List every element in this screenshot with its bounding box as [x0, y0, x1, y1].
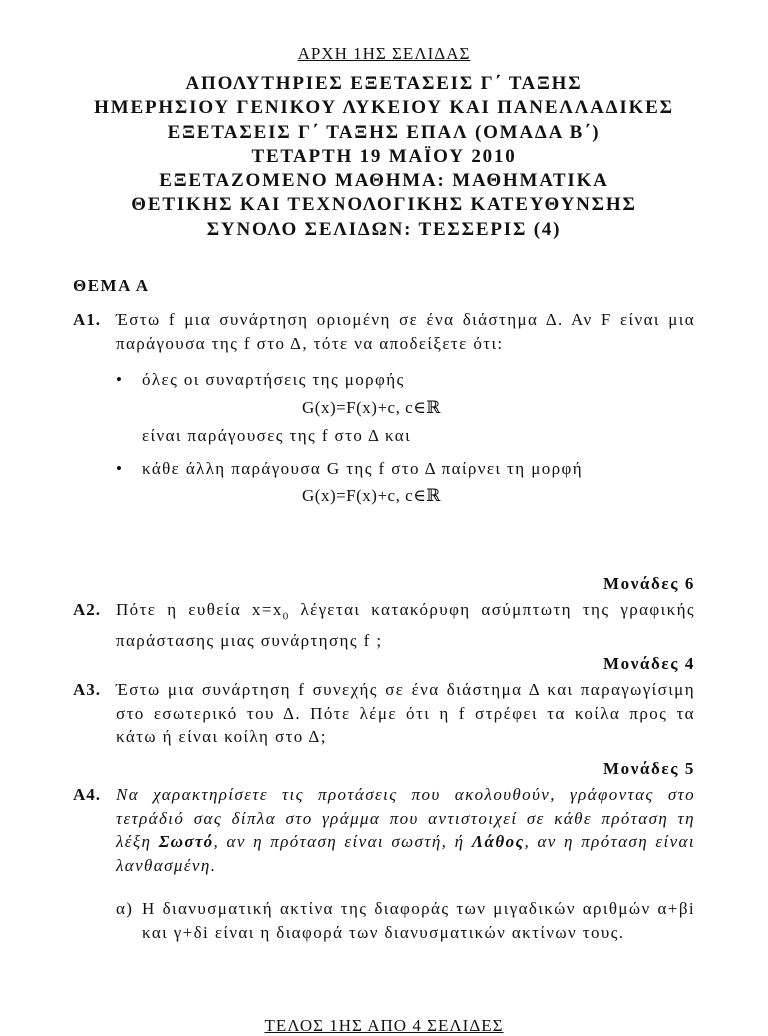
formula: G(x)=F(x)+c, c∈ℝ	[302, 486, 441, 505]
marks-label: Μονάδες 5	[602, 759, 695, 778]
question-number: Α1.	[73, 310, 102, 329]
question-text: Πότε η ευθεία x=x	[116, 600, 283, 619]
subscript: 0	[282, 610, 290, 623]
bullet-text: όλες οι συναρτήσεις της μορφής	[142, 370, 405, 389]
bullet-item	[116, 368, 695, 392]
item-label: α)	[116, 899, 134, 918]
title-line: ΤΕΤΑΡΤΗ 19 ΜΑΪΟΥ 2010	[251, 145, 517, 167]
bullet-text: κάθε άλλη παράγουσα G της f στο Δ παίρνει τη μορφή	[142, 458, 584, 478]
question-text: , αν η πρόταση είναι λανθασμένη.	[116, 832, 695, 875]
body-text: είναι παράγουσες της f στο Δ και	[142, 425, 412, 445]
title-line: ΣΥΝΟΛΟ ΣΕΛΙΔΩΝ: ΤΕΣΣΕΡΙΣ (4)	[206, 218, 562, 240]
formula: G(x)=F(x)+c, c∈ℝ	[302, 397, 441, 417]
page-footer-label: ΤΕΛΟΣ 1ΗΣ ΑΠΟ 4 ΣΕΛΙΔΕΣ	[264, 1016, 504, 1035]
question-a2	[73, 598, 695, 652]
marks-label: Μονάδες 6	[602, 574, 695, 593]
statement-item	[116, 897, 695, 944]
item-text: Η διανυσματική ακτίνα της διαφοράς των μιγαδικών αριθμών α+βi και γ+δi είναι η διαφορά των διανυσματικών ακτίνων τους.	[142, 899, 695, 942]
title-line: ΑΠΟΛΥΤΗΡΙΕΣ ΕΞΕΤΑΣΕΙΣ Γ΄ ΤΑΞΗΣ	[185, 73, 583, 94]
title-line: ΘΕΤΙΚΗΣ ΚΑΙ ΤΕΧΝΟΛΟΓΙΚΗΣ ΚΑΤΕΥΘΥΝΣΗΣ	[131, 194, 637, 216]
bullet-item	[116, 457, 695, 481]
exam-title-block	[0, 72, 768, 242]
title-line: ΕΞΕΤΑΣΕΙΣ Γ΄ ΤΑΞΗΣ ΕΠΑΛ (ΟΜΑΔΑ Β΄)	[167, 121, 601, 143]
question-a3	[73, 678, 695, 749]
question-text: λέγεται κατακόρυφη ασύμπτωτη της γραφικής παράστασης μιας συνάρτησης f ;	[116, 600, 696, 650]
title-line: ΗΜΕΡΗΣΙΟΥ ΓΕΝΙΚΟΥ ΛΥΚΕΙΟΥ ΚΑΙ ΠΑΝΕΛΛΑΔΙΚΕΣ	[94, 97, 674, 119]
question-number: Α3.	[73, 680, 102, 699]
question-a4	[73, 783, 695, 944]
question-text: Έστω μια συνάρτηση f συνεχής σε ένα διάστημα Δ και παραγωγίσιμη στο εσωτερικό του Δ. Πότε λέμε ότι η f στρέφει τα κοίλα προς τα κάτω ή είναι κοίλη στο Δ;	[116, 680, 695, 746]
keyword-correct: Σωστό	[158, 832, 214, 851]
title-line: ΕΞΕΤΑΖΟΜΕΝΟ ΜΑΘΗΜΑ: ΜΑΘΗΜΑΤΙΚΑ	[159, 170, 609, 192]
bullet-icon: •	[116, 370, 124, 389]
question-text: , αν η πρόταση είναι σωστή, ή	[213, 832, 472, 851]
page-header-label: ΑΡΧΗ 1ΗΣ ΣΕΛΙΔΑΣ	[297, 44, 471, 63]
question-text: Να χαρακτηρίσετε τις προτάσεις που ακολουθούν, γράφοντας στο τετράδιό σας δίπλα στο γράμμα που αντιστοιχεί σε κάθε πρόταση τη λέξη	[116, 785, 695, 851]
question-number: Α2.	[73, 600, 102, 619]
question-number: Α4.	[73, 785, 102, 804]
marks-label: Μονάδες 4	[602, 654, 695, 673]
question-a1	[73, 308, 695, 508]
bullet-icon: •	[116, 458, 124, 478]
keyword-wrong: Λάθος	[471, 832, 525, 851]
question-text: Έστω f μια συνάρτηση οριομένη σε ένα διάστημα Δ. Αν F είναι μια παράγουσα της f στο Δ, τότε να αποδείξετε ότι:	[116, 310, 695, 353]
section-title: ΘΕΜΑ Α	[73, 276, 150, 295]
